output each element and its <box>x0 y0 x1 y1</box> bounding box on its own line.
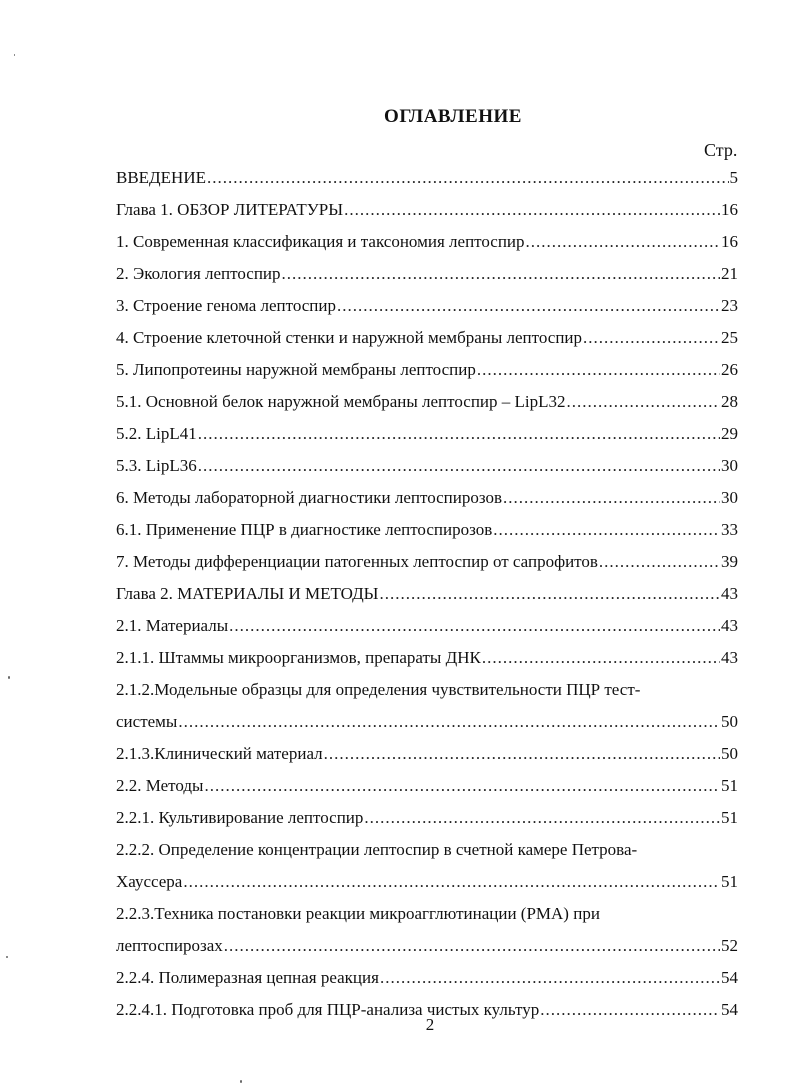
toc-entry-title: системы <box>116 712 178 731</box>
toc-leader-dots <box>503 488 720 508</box>
toc-leader-dots <box>482 648 720 668</box>
toc-leader-dots <box>204 776 720 796</box>
toc-entry-page: 52 <box>721 936 738 955</box>
toc-entry <box>116 360 738 392</box>
toc-leader-dots <box>337 296 720 316</box>
toc-entry-title: 6.1. Применение ПЦР в диагностике лептоспирозов <box>116 520 493 539</box>
toc-entry-page: 54 <box>721 968 738 987</box>
scan-speck <box>14 54 15 56</box>
toc-entry-title: 2.2.4.1. Подготовка проб для ПЦР-анализа чистых культур <box>116 1000 540 1019</box>
toc-entry-title: Хауссера <box>116 872 183 891</box>
toc-entry <box>116 808 738 840</box>
toc-entry-page: 54 <box>721 1000 738 1019</box>
toc-entry <box>116 520 738 552</box>
toc-entry-page: 30 <box>721 488 738 507</box>
toc-leader-dots <box>526 232 720 252</box>
toc-entry-title: 5.1. Основной белок наружной мембраны лептоспир – LipL32 <box>116 392 566 411</box>
toc-leader-dots <box>380 968 720 988</box>
toc-entry-page: 50 <box>721 712 738 731</box>
toc-leader-dots <box>344 200 720 220</box>
toc-entry-page: 26 <box>721 360 738 379</box>
table-of-contents <box>116 168 738 1032</box>
toc-entry-page: 43 <box>721 584 738 603</box>
toc-leader-dots <box>493 520 720 540</box>
toc-entry-page: 23 <box>721 296 738 315</box>
toc-entry <box>116 776 738 808</box>
toc-entry <box>116 456 738 488</box>
toc-entry-page: 5 <box>729 168 738 187</box>
toc-leader-dots <box>324 744 720 764</box>
toc-entry <box>116 328 738 360</box>
scan-speck <box>8 676 10 679</box>
toc-entry-title: 6. Методы лабораторной диагностики лептоспирозов <box>116 488 503 507</box>
toc-entry-title: Глава 2. МАТЕРИАЛЫ И МЕТОДЫ <box>116 584 379 603</box>
toc-entry-title: 4. Строение клеточной стенки и наружной мембраны лептоспир <box>116 328 583 347</box>
toc-leader-dots <box>183 872 720 892</box>
toc-entry <box>116 616 738 648</box>
page-column-label: Стр. <box>704 140 738 160</box>
toc-entry-title-line: 2.1.2.Модельные образцы для определения чувствительности ПЦР тест- <box>116 680 641 699</box>
toc-entry-page: 28 <box>721 392 738 411</box>
toc-entry-page: 16 <box>721 200 738 219</box>
toc-entry-page: 33 <box>721 520 738 539</box>
toc-entry-title: 1. Современная классификация и таксономия лептоспир <box>116 232 525 251</box>
toc-entry-page: 21 <box>721 264 738 283</box>
toc-entry <box>116 872 738 904</box>
toc-entry-page: 39 <box>721 552 738 571</box>
toc-leader-dots <box>364 808 720 828</box>
toc-leader-dots <box>198 424 720 444</box>
page-number: 2 <box>425 1015 435 1034</box>
toc-entry <box>116 200 738 232</box>
toc-entry-title: 2.2.4. Полимеразная цепная реакция <box>116 968 379 987</box>
toc-entry <box>116 648 738 680</box>
toc-entry <box>116 584 738 616</box>
toc-leader-dots <box>224 936 720 956</box>
toc-leader-dots <box>198 456 720 476</box>
toc-leader-dots <box>282 264 720 284</box>
page-title: ОГЛАВЛЕНИЕ <box>384 106 522 127</box>
toc-leader-dots <box>583 328 720 348</box>
toc-entry-page: 51 <box>721 872 738 891</box>
toc-entry-title: 7. Методы дифференциации патогенных лептоспир от сапрофитов <box>116 552 598 571</box>
toc-entry-page: 29 <box>721 424 738 443</box>
toc-entry-page: 51 <box>721 808 738 827</box>
toc-leader-dots <box>229 616 720 636</box>
toc-entry <box>116 392 738 424</box>
toc-entry-title: ВВЕДЕНИЕ <box>116 168 206 187</box>
toc-entry-title: 5.2. LipL41 <box>116 424 197 443</box>
toc-entry-title: 2.2. Методы <box>116 776 204 795</box>
toc-leader-dots <box>178 712 720 732</box>
toc-entry-page: 51 <box>721 776 738 795</box>
toc-entry <box>116 936 738 968</box>
toc-entry <box>116 968 738 1000</box>
toc-entry <box>116 168 738 200</box>
toc-entry-title-line: 2.2.2. Определение концентрации лептоспир в счетной камере Петрова- <box>116 840 638 859</box>
toc-entry-title: 2.1. Материалы <box>116 616 229 635</box>
toc-entry <box>116 296 738 328</box>
toc-entry <box>116 264 738 296</box>
toc-leader-dots <box>599 552 720 572</box>
toc-entry-page: 30 <box>721 456 738 475</box>
scan-speck <box>6 956 8 958</box>
toc-entry-page: 25 <box>721 328 738 347</box>
toc-entry-title: лептоспирозах <box>116 936 223 955</box>
toc-entry-title: 2. Экология лептоспир <box>116 264 281 283</box>
toc-entry-page: 43 <box>721 648 738 667</box>
toc-entry <box>116 744 738 776</box>
toc-entry-title: Глава 1. ОБЗОР ЛИТЕРАТУРЫ <box>116 200 344 219</box>
toc-entry-page: 50 <box>721 744 738 763</box>
toc-leader-dots <box>567 392 720 412</box>
toc-leader-dots <box>207 168 729 188</box>
toc-entry-title: 5. Липопротеины наружной мембраны лептоспир <box>116 360 476 379</box>
toc-entry-title: 3. Строение генома лептоспир <box>116 296 336 315</box>
toc-entry-page: 43 <box>721 616 738 635</box>
toc-entry-title: 2.1.3.Клинический материал <box>116 744 323 763</box>
toc-entry-page: 16 <box>721 232 738 251</box>
scan-speck <box>240 1080 242 1083</box>
toc-entry <box>116 488 738 520</box>
toc-entry <box>116 424 738 456</box>
toc-entry <box>116 232 738 264</box>
toc-leader-dots <box>477 360 720 380</box>
toc-leader-dots <box>380 584 721 604</box>
toc-entry-title: 2.1.1. Штаммы микроорганизмов, препараты ДНК <box>116 648 481 667</box>
toc-entry-title: 5.3. LipL36 <box>116 456 197 475</box>
toc-entry <box>116 552 738 584</box>
toc-entry <box>116 712 738 744</box>
toc-entry-title-line: 2.2.3.Техника постановки реакции микроагглютинации (РМА) при <box>116 904 600 923</box>
toc-entry-title: 2.2.1. Культивирование лептоспир <box>116 808 364 827</box>
